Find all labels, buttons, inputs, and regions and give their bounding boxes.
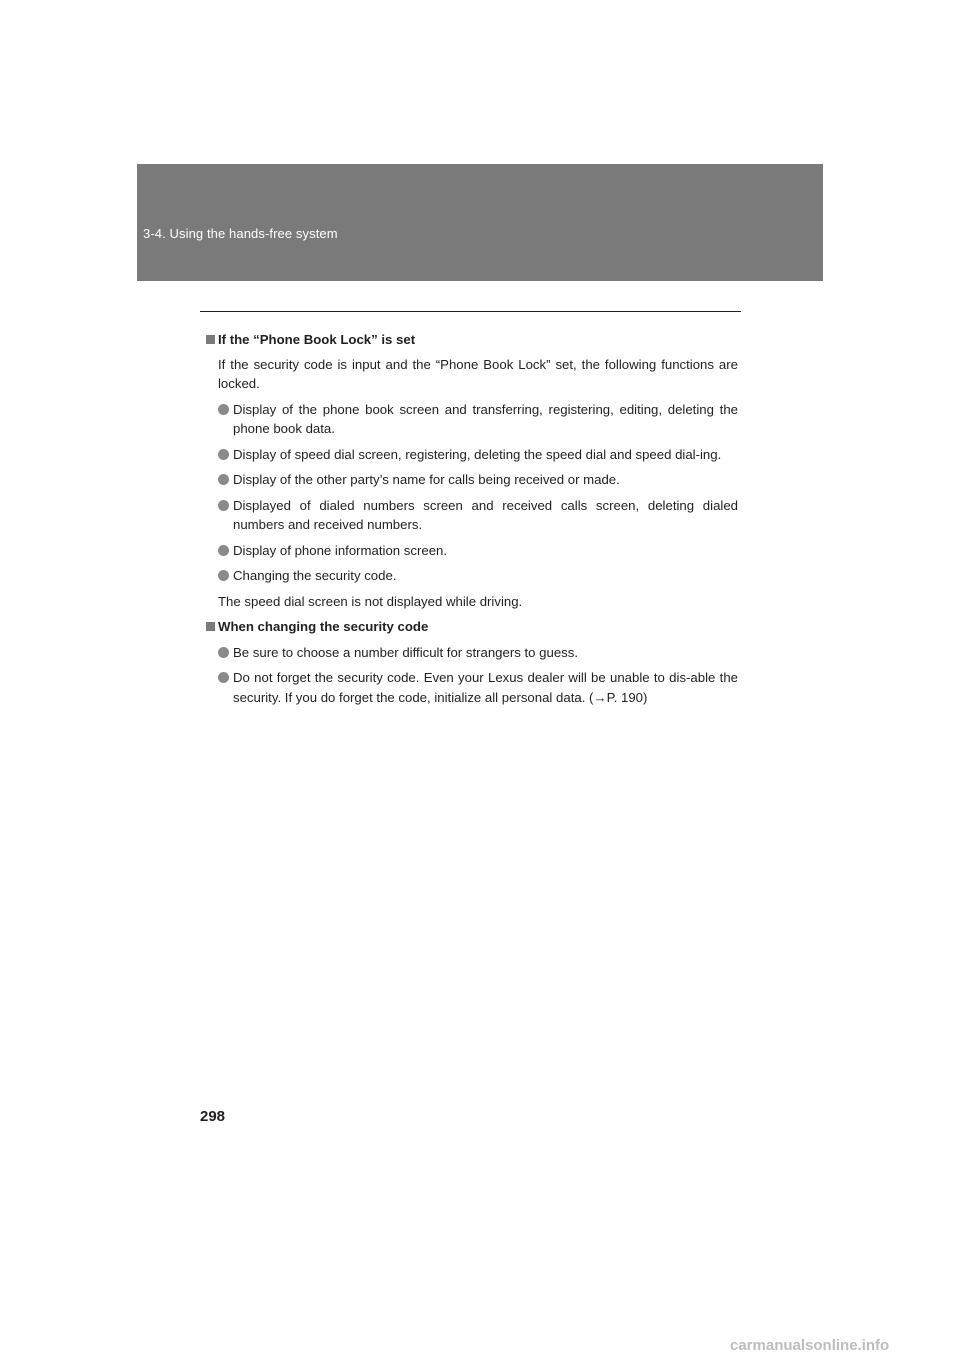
list-item: Be sure to choose a number difficult for strangers to guess. [218, 643, 738, 663]
content [218, 330, 738, 713]
circle-bullet-icon [218, 570, 229, 581]
circle-bullet-icon [218, 545, 229, 556]
list-item: Do not forget the security code. Even your Lexus dealer will be unable to dis-able the security. If you do forget the code, initialize all personal data. (→P. 190) [218, 668, 738, 707]
list-item: Display of speed dial screen, registering, deleting the speed dial and speed dial-ing. [218, 445, 738, 465]
section-note: The speed dial screen is not displayed while driving. [218, 593, 523, 609]
section-intro: If the security code is input and the “Phone Book Lock” set, the following functions are locked. [218, 356, 738, 391]
section-heading: When changing the security code [218, 617, 738, 637]
list-item: Changing the security code. [218, 566, 738, 586]
watermark: carmanualsonline.info [730, 1337, 890, 1354]
circle-bullet-icon [218, 449, 229, 460]
section-heading: If the “Phone Book Lock” is set [218, 330, 738, 350]
circle-bullet-icon [218, 672, 229, 683]
circle-bullet-icon [218, 647, 229, 658]
list-item: Display of the other party’s name for calls being received or made. [218, 470, 738, 490]
list-item: Display of phone information screen. [218, 541, 738, 561]
list-item: Displayed of dialed numbers screen and received calls screen, deleting dialed numbers and received numbers. [218, 496, 738, 535]
section-title: 3-4. Using the hands-free system [143, 226, 338, 241]
page-number: 298 [200, 1108, 226, 1125]
header-band [137, 164, 823, 281]
divider-rule [200, 311, 741, 312]
section-phone-book-lock [218, 330, 738, 611]
circle-bullet-icon [218, 474, 229, 485]
circle-bullet-icon [218, 404, 229, 415]
circle-bullet-icon [218, 500, 229, 511]
section-changing-security-code [218, 617, 738, 707]
list-item: Display of the phone book screen and transferring, registering, editing, deleting the phone book data. [218, 400, 738, 439]
square-bullet-icon [206, 335, 215, 344]
square-bullet-icon [206, 622, 215, 631]
